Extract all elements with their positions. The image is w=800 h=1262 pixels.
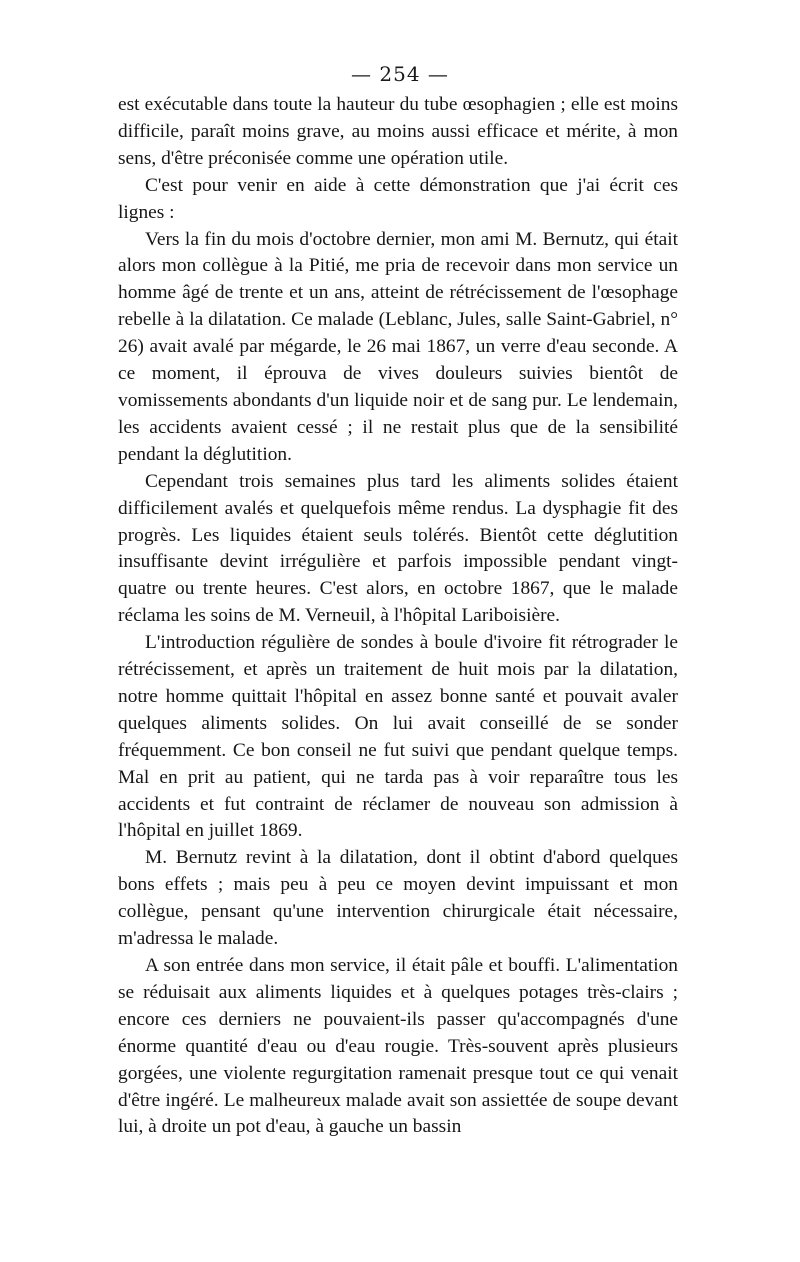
paragraph: L'introduction régulière de sondes à boule d'ivoire fit rétrograder le rétrécissement, et après un traitement de huit mois par la dilatation, notre homme quittait l'hôpital en assez bonne santé et pouvait avaler quelques aliments solides. On lui avait conseillé de se sonder fréquemment. Ce bon conseil ne fut suivi que pendant quelque temps. Mal en prit au patient, qui ne tarda pas à voir reparaître tous les accidents et fut contraint de réclamer de nouveau son admission à l'hôpital en juillet 1869.: [118, 632, 678, 842]
paragraph: Vers la fin du mois d'octobre dernier, mon ami M. Bernutz, qui était alors mon collègue à la Pitié, me pria de recevoir dans mon service un homme âgé de trente et un ans, atteint de rétrécissement de l'œsophage rebelle à la dilatation. Ce malade (Leblanc, Jules, salle Saint-Gabriel, n° 26) avait avalé par mégarde, le 26 mai 1867, un verre d'eau seconde. A ce moment, il éprouva de vives douleurs suivies bientôt de vomissements abondants d'un liquide noir et de sang pur. Le lendemain, les accidents avaient cessé ; il ne restait plus que de la sensibilité pendant la déglutition.: [118, 228, 678, 465]
body-text: [118, 92, 678, 1141]
paragraph: est exécutable dans toute la hauteur du tube œsophagien ; elle est moins difficile, paraît moins grave, au moins aussi efficace et mérite, à mon sens, d'être préconisée comme une opération utile.: [118, 94, 678, 169]
paragraph: C'est pour venir en aide à cette démonstration que j'ai écrit ces lignes :: [118, 174, 678, 223]
paragraph: M. Bernutz revint à la dilatation, dont il obtint d'abord quelques bons effets ; mais peu à peu ce moyen devint impuissant et mon collègue, pensant qu'une intervention chirurgicale était nécessaire, m'adressa le malade.: [118, 847, 678, 950]
page-number: — 254 —: [351, 62, 449, 86]
paragraph: A son entrée dans mon service, il était pâle et bouffi. L'alimentation se réduisait aux aliments liquides et à quelques potages très-clairs ; encore ces derniers ne pouvaient-ils passer qu'accompagnés d'une énorme quantité d'eau ou d'eau rougie. Très-souvent après plusieurs gorgées, une violente regurgitation ramenait presque tout ce qui venait d'être ingéré. Le malheureux malade avait son assiettée de soupe devant lui, à droite un pot d'eau, à gauche un bassin: [118, 955, 678, 1138]
paragraph: Cependant trois semaines plus tard les aliments solides étaient difficilement avalés et quelquefois même rendus. La dysphagie fit des progrès. Les liquides étaient seuls tolérés. Bientôt cette déglutition insuffisante devint irrégulière et parfois impossible pendant vingt-quatre ou trente heures. C'est alors, en octobre 1867, que le malade réclama les soins de M. Verneuil, à l'hôpital Lariboisière.: [118, 470, 678, 627]
